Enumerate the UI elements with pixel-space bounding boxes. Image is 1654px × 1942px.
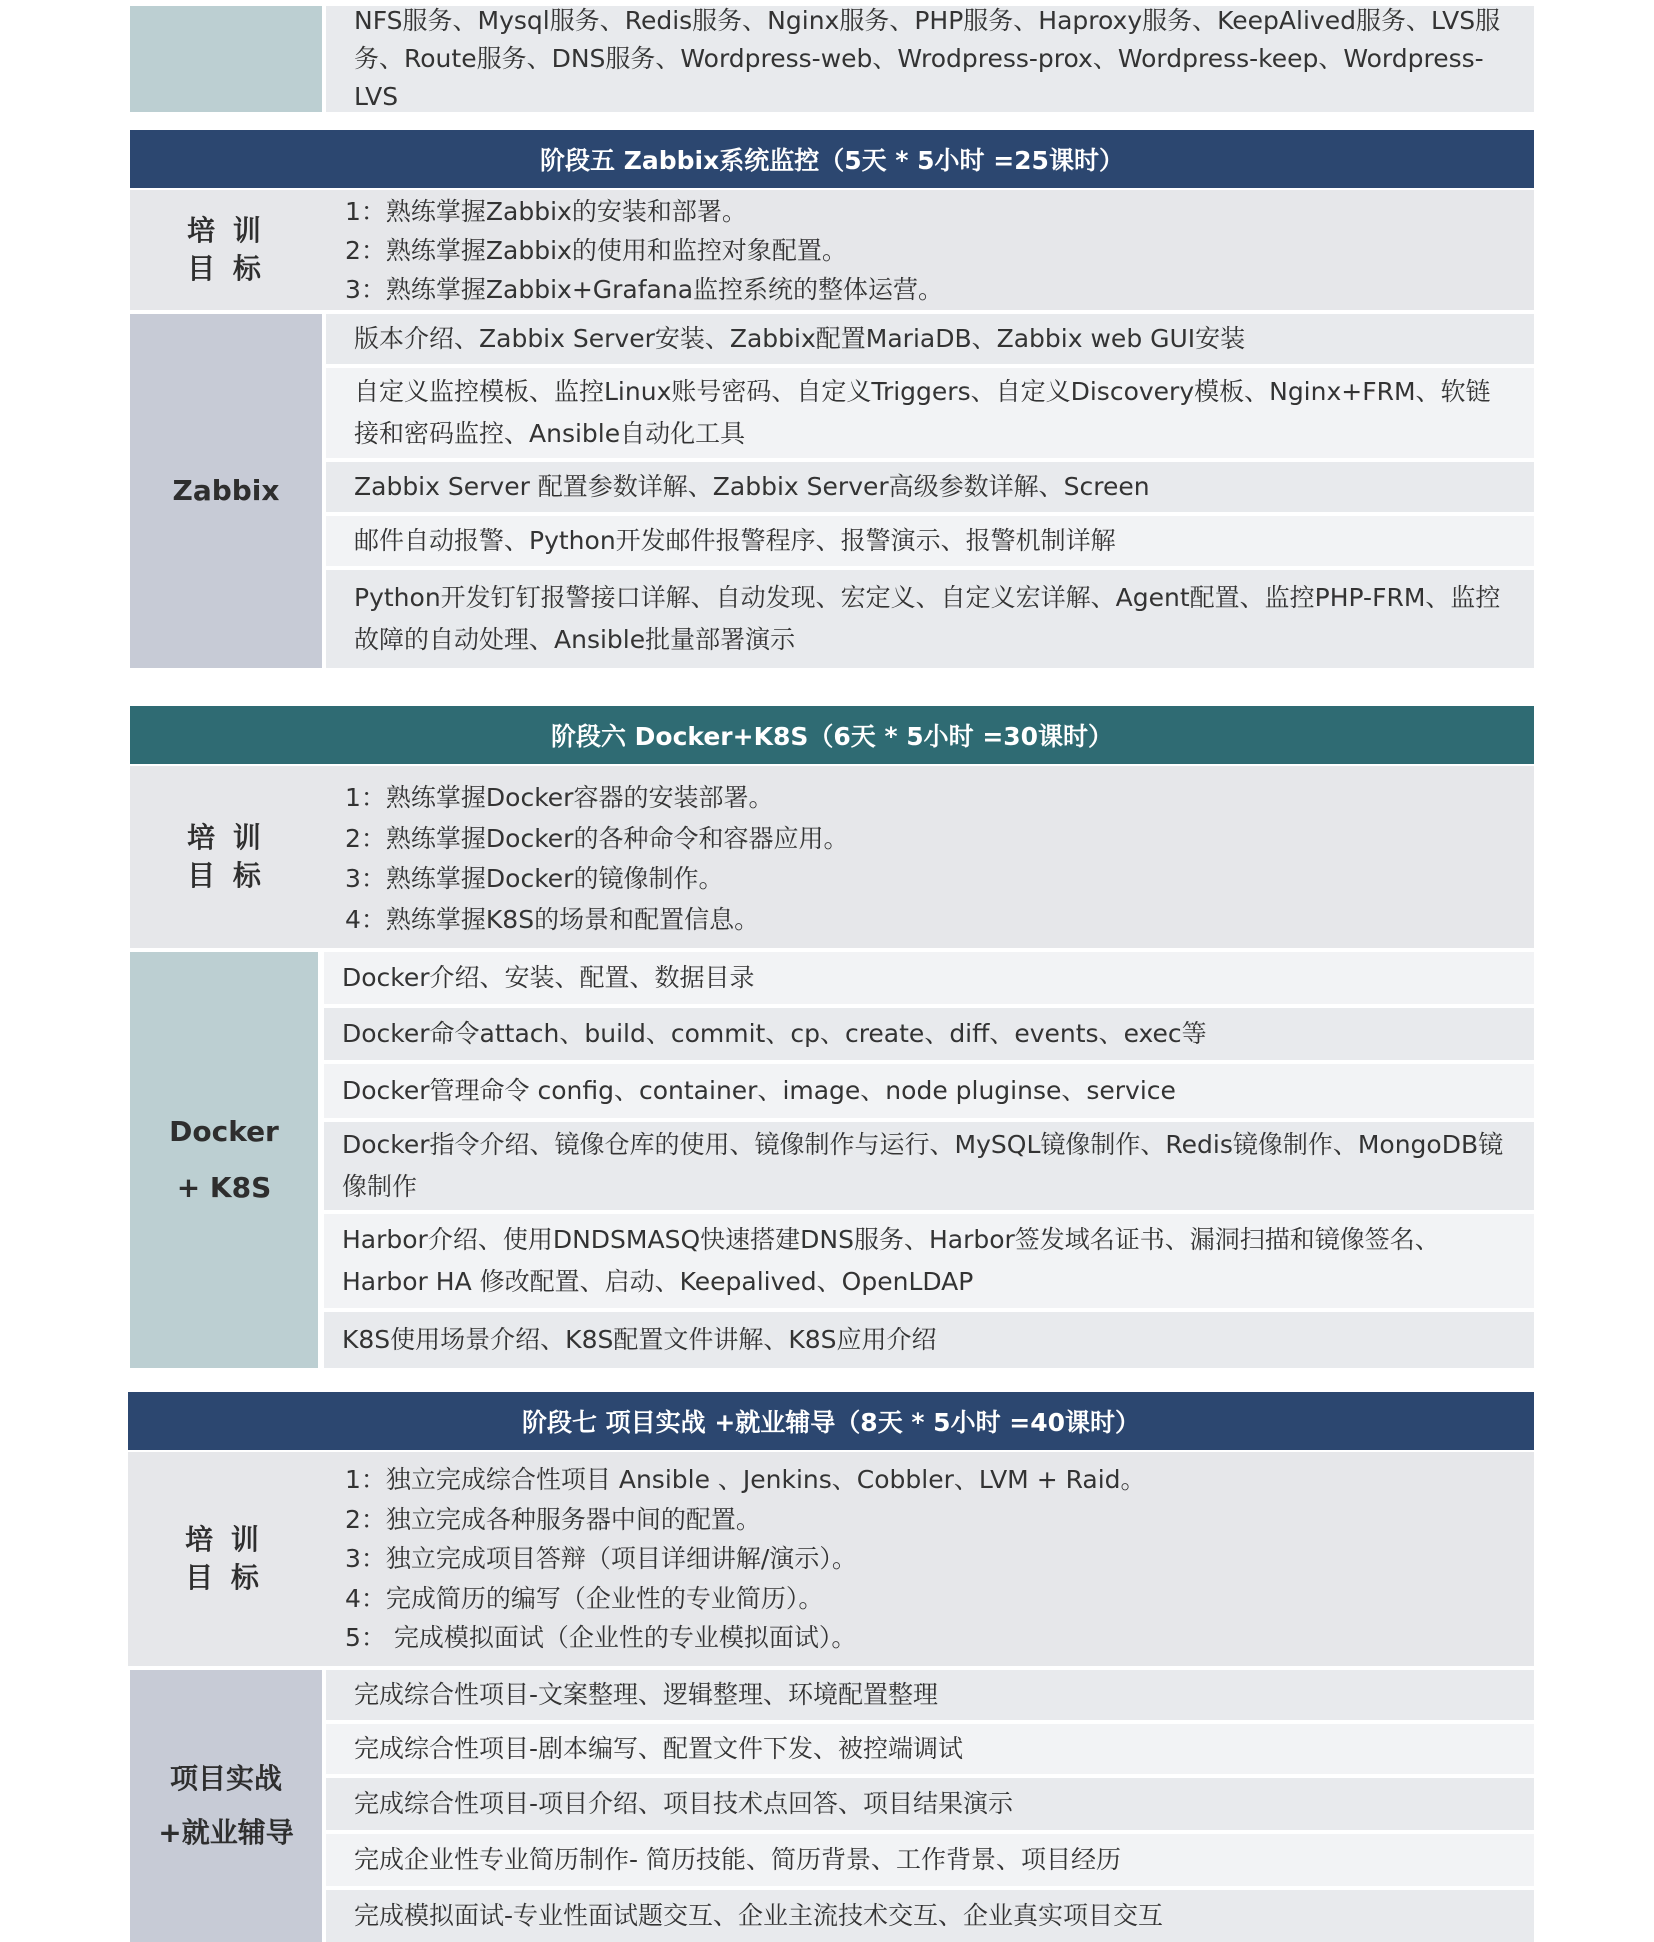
stage7-items	[326, 1670, 1534, 1942]
stage7-goal-label: 培 训 目 标	[185, 1523, 263, 1594]
stage5-item-3: Zabbix Server 配置参数详解、Zabbix Server高级参数详解、Screen	[326, 462, 1534, 512]
stage7-item-4: 完成企业性专业简历制作- 简历技能、简历背景、工作背景、项目经历	[326, 1834, 1534, 1886]
stage6-goal-line-4: 4：熟练掌握K8S的场景和配置信息。	[345, 904, 760, 934]
stage5-items	[326, 314, 1534, 668]
stage5-goal-line-2: 2：熟练掌握Zabbix的使用和监控对象配置。	[345, 236, 847, 265]
top-row-content	[326, 6, 1534, 112]
stage7-module-label: 项目实战 +就业辅导	[130, 1670, 322, 1942]
stage7-item-5: 完成模拟面试-专业性面试题交互、企业主流技术交互、企业真实项目交互	[326, 1890, 1534, 1942]
stage5-goal-line-3: 3：熟练掌握Zabbix+Grafana监控系统的整体运营。	[345, 275, 944, 304]
stage6-module-label: Docker + K8S	[130, 952, 318, 1368]
stage7-goal-line-3: 3：独立完成项目答辩（项目详细讲解/演示）。	[345, 1544, 857, 1573]
stage7-header: 阶段七 项目实战 +就业辅导（8天 * 5小时 =40课时）	[128, 1392, 1534, 1450]
stage7-module-row	[130, 1670, 1534, 1942]
stage7-goal-line-5: 5： 完成模拟面试（企业性的专业模拟面试）。	[345, 1623, 857, 1652]
stage7-item-2: 完成综合性项目-剧本编写、配置文件下发、被控端调试	[326, 1724, 1534, 1774]
stage6-item-6: K8S使用场景介绍、K8S配置文件讲解、K8S应用介绍	[324, 1312, 1534, 1368]
stage5-module-row	[130, 314, 1534, 668]
stage7-goal-list	[345, 1460, 1146, 1658]
top-row-text: NFS服务、Mysql服务、Redis服务、Nginx服务、PHP服务、Haproxy服务、KeepAlived服务、LVS服务、Route服务、DNS服务、Wordpress-web、Wrodpress-prox、Wordpress-keep、Wordpress-LVS	[354, 6, 1501, 111]
stage7-item-1: 完成综合性项目-文案整理、逻辑整理、环境配置整理	[326, 1670, 1534, 1720]
stage6-item-5: Harbor介绍、使用DNDSMASQ快速搭建DNS服务、Harbor签发域名证书、漏洞扫描和镜像签名、Harbor HA 修改配置、启动、Keepalived、OpenLDAP	[324, 1214, 1534, 1308]
stage7-item-3: 完成综合性项目-项目介绍、项目技术点回答、项目结果演示	[326, 1778, 1534, 1830]
stage5-item-2: 自定义监控模板、监控Linux账号密码、自定义Triggers、自定义Discovery模板、Nginx+FRM、软链接和密码监控、Ansible自动化工具	[326, 368, 1534, 458]
stage6-goal-line-3: 3：熟练掌握Docker的镜像制作。	[345, 864, 724, 893]
stage5-goal-line-1: 1：熟练掌握Zabbix的安装和部署。	[345, 197, 747, 226]
stage5-item-5: Python开发钉钉报警接口详解、自动发现、宏定义、自定义宏详解、Agent配置、监控PHP-FRM、监控故障的自动处理、Ansible批量部署演示	[326, 570, 1534, 668]
stage6-goal-list	[345, 778, 848, 940]
stage6-item-1: Docker介绍、安装、配置、数据目录	[324, 952, 1534, 1004]
stage6-item-2: Docker命令attach、build、commit、cp、create、diff、events、exec等	[324, 1008, 1534, 1060]
stage6-items	[324, 952, 1534, 1368]
stage5-goal-label: 培 训 目 标	[187, 214, 265, 285]
stage6-item-4: Docker指令介绍、镜像仓库的使用、镜像制作与运行、MySQL镜像制作、Redis镜像制作、MongoDB镜像制作	[324, 1122, 1534, 1210]
top-row-label	[130, 6, 322, 112]
stage6-module-row	[130, 952, 1534, 1368]
stage6-goal-line-2: 2：熟练掌握Docker的各种命令和容器应用。	[345, 823, 849, 853]
stage5-header: 阶段五 Zabbix系统监控（5天 * 5小时 =25课时）	[130, 130, 1534, 188]
stage6-goal-line-1: 1：熟练掌握Docker容器的安装部署。	[345, 783, 774, 812]
stage7-goal-line-4: 4：完成简历的编写（企业性的专业简历）。	[345, 1583, 824, 1613]
stage5-goal-list	[345, 192, 943, 309]
stage5-item-4: 邮件自动报警、Python开发邮件报警程序、报警演示、报警机制详解	[326, 516, 1534, 566]
top-row	[130, 6, 1534, 112]
stage7-goal-line-2: 2：独立完成各种服务器中间的配置。	[345, 1504, 761, 1534]
stage6-goal-label: 培 训 目 标	[187, 821, 265, 892]
stage5-item-1: 版本介绍、Zabbix Server安装、Zabbix配置MariaDB、Zabbix web GUI安装	[326, 314, 1534, 364]
stage5-module-label: Zabbix	[130, 314, 322, 668]
stage7-goal-line-1: 1：独立完成综合性项目 Ansible 、Jenkins、Cobbler、LVM + Raid。	[345, 1465, 1146, 1494]
stage6-item-3: Docker管理命令 config、container、image、node pluginse、service	[324, 1064, 1534, 1118]
stage6-header: 阶段六 Docker+K8S（6天 * 5小时 =30课时）	[130, 706, 1534, 764]
